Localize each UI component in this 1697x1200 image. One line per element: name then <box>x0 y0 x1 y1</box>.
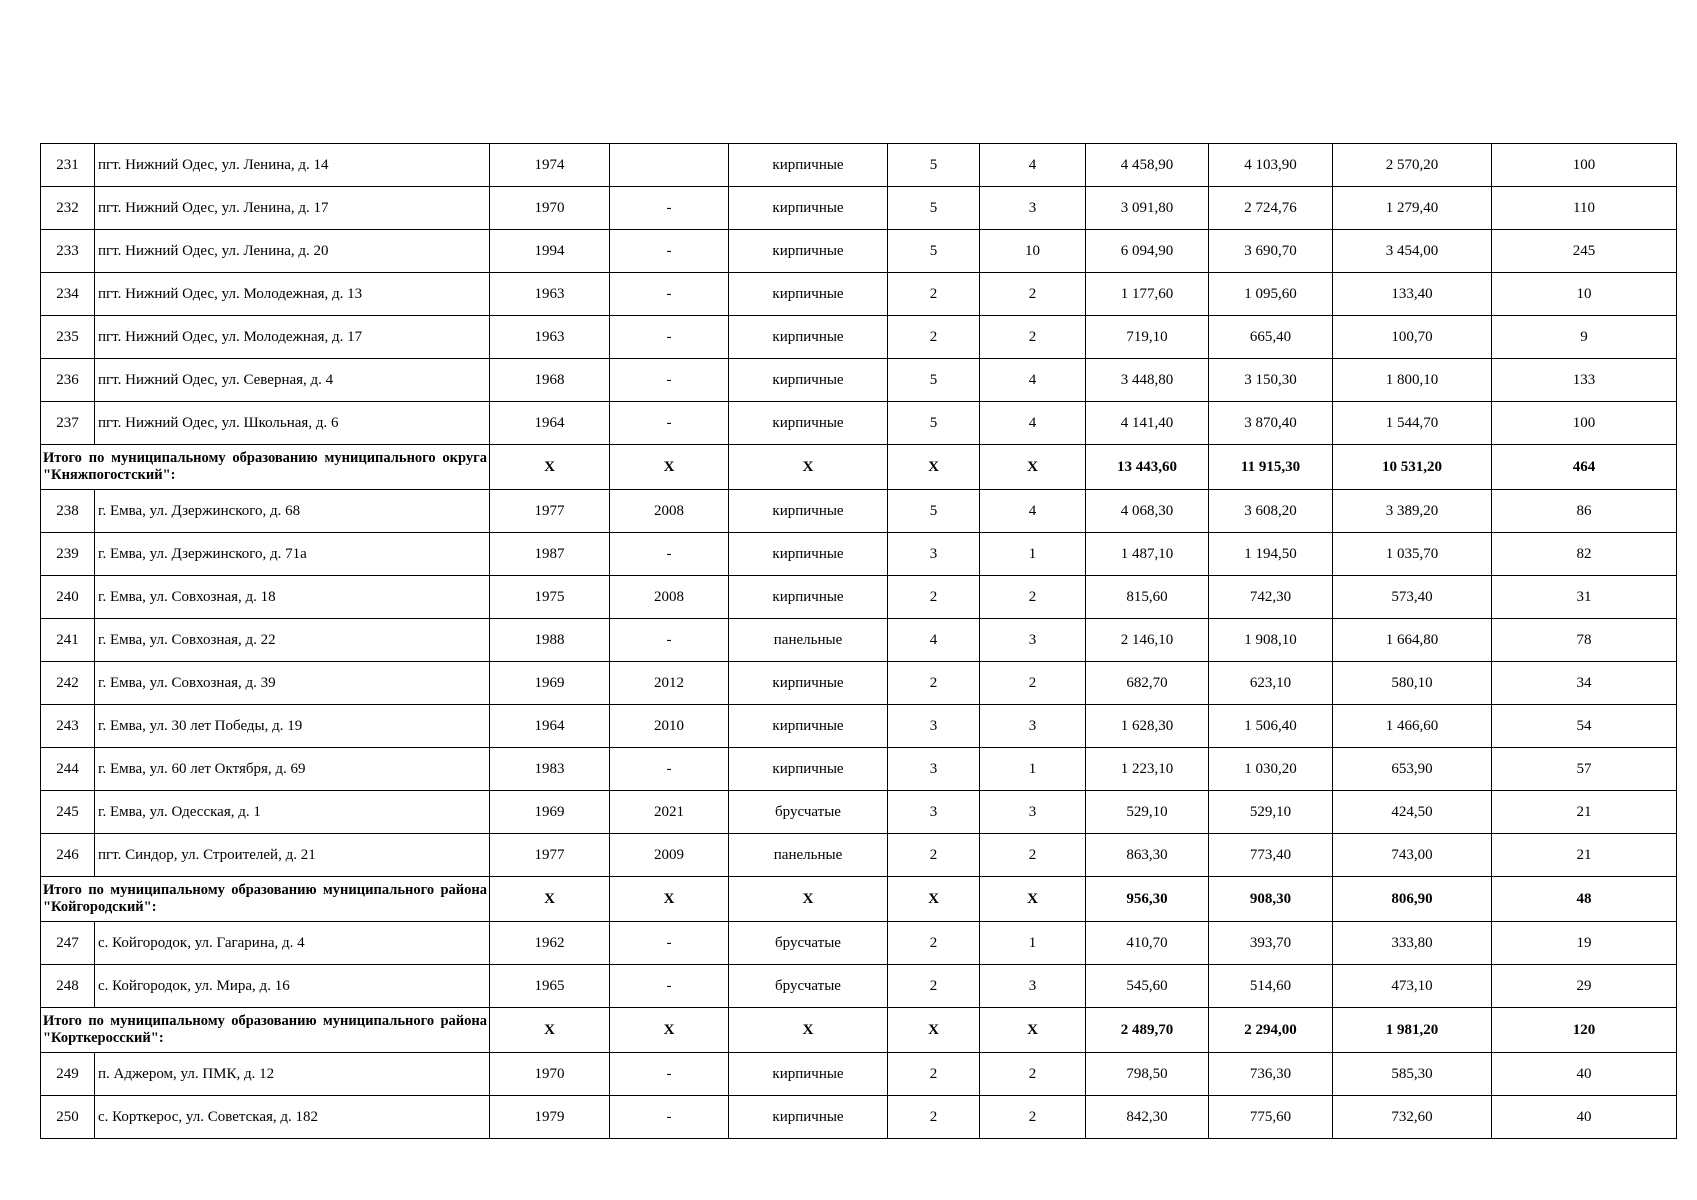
private-area-cell: 732,60 <box>1333 1096 1492 1139</box>
subtotal-label: Итого по муниципальному образованию муниципального района "Корткеросский": <box>41 1008 490 1053</box>
year-built-cell: 1994 <box>490 230 610 273</box>
total-area-cell: 4 141,40 <box>1086 402 1209 445</box>
floors-cell: 2 <box>888 662 980 705</box>
year-repair-cell: - <box>610 965 729 1008</box>
wall-material-cell: кирпичные <box>729 705 888 748</box>
wall-material-cell: кирпичные <box>729 316 888 359</box>
year-repair-cell: 2008 <box>610 490 729 533</box>
total-area-cell: 3 448,80 <box>1086 359 1209 402</box>
private-area-cell: 573,40 <box>1333 576 1492 619</box>
entrances-cell: X <box>980 1008 1086 1053</box>
year-repair-cell: X <box>610 445 729 490</box>
wall-material-cell: брусчатые <box>729 791 888 834</box>
entrances-cell: 2 <box>980 834 1086 877</box>
private-area-cell: 653,90 <box>1333 748 1492 791</box>
entrances-cell: 1 <box>980 533 1086 576</box>
private-area-cell: 1 035,70 <box>1333 533 1492 576</box>
year-repair-cell: - <box>610 402 729 445</box>
floors-cell: X <box>888 445 980 490</box>
wall-material-cell: панельные <box>729 834 888 877</box>
private-area-cell: 473,10 <box>1333 965 1492 1008</box>
row-number-cell: 248 <box>41 965 95 1008</box>
living-area-cell: 908,30 <box>1209 877 1333 922</box>
private-area-cell: 806,90 <box>1333 877 1492 922</box>
entrances-cell: X <box>980 877 1086 922</box>
residents-cell: 40 <box>1492 1053 1677 1096</box>
floors-cell: 4 <box>888 619 980 662</box>
row-number-cell: 231 <box>41 144 95 187</box>
wall-material-cell: X <box>729 877 888 922</box>
table-row <box>41 748 1677 791</box>
address-cell: г. Емва, ул. 60 лет Октября, д. 69 <box>95 748 490 791</box>
total-area-cell: 2 146,10 <box>1086 619 1209 662</box>
year-built-cell: 1964 <box>490 705 610 748</box>
wall-material-cell: кирпичные <box>729 533 888 576</box>
row-number-cell: 246 <box>41 834 95 877</box>
entrances-cell: 2 <box>980 316 1086 359</box>
floors-cell: 2 <box>888 273 980 316</box>
residents-cell: 31 <box>1492 576 1677 619</box>
entrances-cell: 4 <box>980 402 1086 445</box>
row-number-cell: 250 <box>41 1096 95 1139</box>
living-area-cell: 514,60 <box>1209 965 1333 1008</box>
living-area-cell: 775,60 <box>1209 1096 1333 1139</box>
address-cell: г. Емва, ул. Совхозная, д. 18 <box>95 576 490 619</box>
entrances-cell: 1 <box>980 922 1086 965</box>
row-number-cell: 232 <box>41 187 95 230</box>
address-cell: с. Койгородок, ул. Мира, д. 16 <box>95 965 490 1008</box>
total-area-cell: 682,70 <box>1086 662 1209 705</box>
table-row <box>41 922 1677 965</box>
residents-cell: 40 <box>1492 1096 1677 1139</box>
floors-cell: 2 <box>888 1053 980 1096</box>
floors-cell: 3 <box>888 533 980 576</box>
year-repair-cell: - <box>610 316 729 359</box>
floors-cell: 2 <box>888 316 980 359</box>
private-area-cell: 10 531,20 <box>1333 445 1492 490</box>
wall-material-cell: панельные <box>729 619 888 662</box>
total-area-cell: 1 628,30 <box>1086 705 1209 748</box>
table-row <box>41 230 1677 273</box>
residents-cell: 78 <box>1492 619 1677 662</box>
entrances-cell: 3 <box>980 619 1086 662</box>
private-area-cell: 1 544,70 <box>1333 402 1492 445</box>
floors-cell: 5 <box>888 187 980 230</box>
floors-cell: 5 <box>888 490 980 533</box>
living-area-cell: 1 506,40 <box>1209 705 1333 748</box>
entrances-cell: 2 <box>980 1096 1086 1139</box>
table-row <box>41 576 1677 619</box>
address-cell: г. Емва, ул. 30 лет Победы, д. 19 <box>95 705 490 748</box>
floors-cell: 2 <box>888 965 980 1008</box>
year-repair-cell <box>610 144 729 187</box>
entrances-cell: 2 <box>980 662 1086 705</box>
entrances-cell: 4 <box>980 490 1086 533</box>
address-cell: пгт. Нижний Одес, ул. Молодежная, д. 13 <box>95 273 490 316</box>
table-row <box>41 1053 1677 1096</box>
address-cell: пгт. Нижний Одес, ул. Молодежная, д. 17 <box>95 316 490 359</box>
floors-cell: 2 <box>888 922 980 965</box>
year-repair-cell: - <box>610 748 729 791</box>
address-cell: с. Койгородок, ул. Гагарина, д. 4 <box>95 922 490 965</box>
private-area-cell: 585,30 <box>1333 1053 1492 1096</box>
row-number-cell: 233 <box>41 230 95 273</box>
total-area-cell: 1 177,60 <box>1086 273 1209 316</box>
table-row <box>41 490 1677 533</box>
living-area-cell: 11 915,30 <box>1209 445 1333 490</box>
living-area-cell: 3 608,20 <box>1209 490 1333 533</box>
year-repair-cell: 2008 <box>610 576 729 619</box>
wall-material-cell: брусчатые <box>729 922 888 965</box>
total-area-cell: 2 489,70 <box>1086 1008 1209 1053</box>
entrances-cell: 3 <box>980 965 1086 1008</box>
entrances-cell: 3 <box>980 187 1086 230</box>
row-number-cell: 242 <box>41 662 95 705</box>
private-area-cell: 580,10 <box>1333 662 1492 705</box>
subtotal-row <box>41 445 1677 490</box>
year-repair-cell: - <box>610 1096 729 1139</box>
floors-cell: 3 <box>888 791 980 834</box>
year-built-cell: X <box>490 1008 610 1053</box>
private-area-cell: 3 389,20 <box>1333 490 1492 533</box>
residents-cell: 9 <box>1492 316 1677 359</box>
table-row <box>41 834 1677 877</box>
year-built-cell: 1988 <box>490 619 610 662</box>
entrances-cell: 2 <box>980 576 1086 619</box>
year-built-cell: 1977 <box>490 834 610 877</box>
address-cell: п. Аджером, ул. ПМК, д. 12 <box>95 1053 490 1096</box>
year-built-cell: 1987 <box>490 533 610 576</box>
floors-cell: 5 <box>888 402 980 445</box>
row-number-cell: 238 <box>41 490 95 533</box>
total-area-cell: 842,30 <box>1086 1096 1209 1139</box>
address-cell: г. Емва, ул. Одесская, д. 1 <box>95 791 490 834</box>
living-area-cell: 2 294,00 <box>1209 1008 1333 1053</box>
row-number-cell: 241 <box>41 619 95 662</box>
table-row <box>41 533 1677 576</box>
subtotal-row <box>41 877 1677 922</box>
living-area-cell: 736,30 <box>1209 1053 1333 1096</box>
floors-cell: X <box>888 1008 980 1053</box>
year-built-cell: 1962 <box>490 922 610 965</box>
table-row <box>41 705 1677 748</box>
total-area-cell: 863,30 <box>1086 834 1209 877</box>
total-area-cell: 1 223,10 <box>1086 748 1209 791</box>
living-area-cell: 1 095,60 <box>1209 273 1333 316</box>
year-built-cell: 1963 <box>490 316 610 359</box>
table-row <box>41 965 1677 1008</box>
table-row <box>41 316 1677 359</box>
entrances-cell: 4 <box>980 359 1086 402</box>
residents-cell: 29 <box>1492 965 1677 1008</box>
private-area-cell: 1 981,20 <box>1333 1008 1492 1053</box>
residents-cell: 120 <box>1492 1008 1677 1053</box>
private-area-cell: 3 454,00 <box>1333 230 1492 273</box>
year-repair-cell: - <box>610 359 729 402</box>
wall-material-cell: кирпичные <box>729 662 888 705</box>
floors-cell: 3 <box>888 705 980 748</box>
year-built-cell: 1968 <box>490 359 610 402</box>
address-cell: пгт. Нижний Одес, ул. Ленина, д. 17 <box>95 187 490 230</box>
total-area-cell: 4 458,90 <box>1086 144 1209 187</box>
year-repair-cell: X <box>610 1008 729 1053</box>
row-number-cell: 247 <box>41 922 95 965</box>
total-area-cell: 529,10 <box>1086 791 1209 834</box>
residents-cell: 100 <box>1492 144 1677 187</box>
wall-material-cell: кирпичные <box>729 490 888 533</box>
row-number-cell: 240 <box>41 576 95 619</box>
address-cell: г. Емва, ул. Совхозная, д. 39 <box>95 662 490 705</box>
residents-cell: 464 <box>1492 445 1677 490</box>
living-area-cell: 393,70 <box>1209 922 1333 965</box>
year-repair-cell: 2012 <box>610 662 729 705</box>
row-number-cell: 234 <box>41 273 95 316</box>
floors-cell: 2 <box>888 576 980 619</box>
total-area-cell: 410,70 <box>1086 922 1209 965</box>
address-cell: пгт. Нижний Одес, ул. Школьная, д. 6 <box>95 402 490 445</box>
address-cell: г. Емва, ул. Дзержинского, д. 71а <box>95 533 490 576</box>
floors-cell: 2 <box>888 1096 980 1139</box>
year-built-cell: 1983 <box>490 748 610 791</box>
wall-material-cell: кирпичные <box>729 1053 888 1096</box>
year-repair-cell: 2010 <box>610 705 729 748</box>
total-area-cell: 4 068,30 <box>1086 490 1209 533</box>
wall-material-cell: кирпичные <box>729 576 888 619</box>
table-body <box>41 144 1677 1139</box>
wall-material-cell: кирпичные <box>729 359 888 402</box>
living-area-cell: 742,30 <box>1209 576 1333 619</box>
residents-cell: 54 <box>1492 705 1677 748</box>
floors-cell: 5 <box>888 230 980 273</box>
living-area-cell: 1 194,50 <box>1209 533 1333 576</box>
residents-cell: 82 <box>1492 533 1677 576</box>
residents-cell: 34 <box>1492 662 1677 705</box>
floors-cell: 5 <box>888 144 980 187</box>
wall-material-cell: кирпичные <box>729 144 888 187</box>
table-row <box>41 791 1677 834</box>
year-built-cell: 1963 <box>490 273 610 316</box>
address-cell: пгт. Нижний Одес, ул. Ленина, д. 20 <box>95 230 490 273</box>
floors-cell: X <box>888 877 980 922</box>
residents-cell: 48 <box>1492 877 1677 922</box>
year-repair-cell: - <box>610 273 729 316</box>
entrances-cell: 2 <box>980 273 1086 316</box>
address-cell: пгт. Синдор, ул. Строителей, д. 21 <box>95 834 490 877</box>
residents-cell: 57 <box>1492 748 1677 791</box>
address-cell: пгт. Нижний Одес, ул. Северная, д. 4 <box>95 359 490 402</box>
living-area-cell: 4 103,90 <box>1209 144 1333 187</box>
table-row <box>41 619 1677 662</box>
wall-material-cell: кирпичные <box>729 1096 888 1139</box>
private-area-cell: 1 466,60 <box>1333 705 1492 748</box>
wall-material-cell: брусчатые <box>729 965 888 1008</box>
year-built-cell: 1979 <box>490 1096 610 1139</box>
private-area-cell: 2 570,20 <box>1333 144 1492 187</box>
total-area-cell: 545,60 <box>1086 965 1209 1008</box>
entrances-cell: X <box>980 445 1086 490</box>
year-built-cell: 1970 <box>490 1053 610 1096</box>
year-repair-cell: - <box>610 187 729 230</box>
entrances-cell: 10 <box>980 230 1086 273</box>
year-repair-cell: X <box>610 877 729 922</box>
entrances-cell: 4 <box>980 144 1086 187</box>
subtotal-row <box>41 1008 1677 1053</box>
floors-cell: 2 <box>888 834 980 877</box>
private-area-cell: 1 664,80 <box>1333 619 1492 662</box>
total-area-cell: 6 094,90 <box>1086 230 1209 273</box>
year-repair-cell: 2009 <box>610 834 729 877</box>
wall-material-cell: кирпичные <box>729 230 888 273</box>
year-built-cell: 1975 <box>490 576 610 619</box>
residents-cell: 110 <box>1492 187 1677 230</box>
address-cell: г. Емва, ул. Совхозная, д. 22 <box>95 619 490 662</box>
year-built-cell: 1974 <box>490 144 610 187</box>
row-number-cell: 239 <box>41 533 95 576</box>
year-repair-cell: - <box>610 533 729 576</box>
private-area-cell: 133,40 <box>1333 273 1492 316</box>
residents-cell: 10 <box>1492 273 1677 316</box>
living-area-cell: 3 150,30 <box>1209 359 1333 402</box>
wall-material-cell: кирпичные <box>729 273 888 316</box>
private-area-cell: 1 800,10 <box>1333 359 1492 402</box>
total-area-cell: 956,30 <box>1086 877 1209 922</box>
private-area-cell: 100,70 <box>1333 316 1492 359</box>
living-area-cell: 1 030,20 <box>1209 748 1333 791</box>
total-area-cell: 719,10 <box>1086 316 1209 359</box>
living-area-cell: 773,40 <box>1209 834 1333 877</box>
row-number-cell: 249 <box>41 1053 95 1096</box>
year-built-cell: X <box>490 877 610 922</box>
year-repair-cell: - <box>610 922 729 965</box>
entrances-cell: 2 <box>980 1053 1086 1096</box>
wall-material-cell: кирпичные <box>729 402 888 445</box>
wall-material-cell: X <box>729 445 888 490</box>
total-area-cell: 1 487,10 <box>1086 533 1209 576</box>
table-row <box>41 402 1677 445</box>
private-area-cell: 424,50 <box>1333 791 1492 834</box>
year-repair-cell: 2021 <box>610 791 729 834</box>
table-row <box>41 144 1677 187</box>
row-number-cell: 243 <box>41 705 95 748</box>
residents-cell: 100 <box>1492 402 1677 445</box>
entrances-cell: 3 <box>980 791 1086 834</box>
subtotal-label: Итого по муниципальному образованию муниципального района "Койгородский": <box>41 877 490 922</box>
residents-cell: 21 <box>1492 791 1677 834</box>
total-area-cell: 815,60 <box>1086 576 1209 619</box>
table-row <box>41 187 1677 230</box>
total-area-cell: 13 443,60 <box>1086 445 1209 490</box>
year-repair-cell: - <box>610 619 729 662</box>
year-built-cell: 1969 <box>490 662 610 705</box>
housing-register-table <box>40 143 1677 1139</box>
table-row <box>41 1096 1677 1139</box>
residents-cell: 86 <box>1492 490 1677 533</box>
private-area-cell: 333,80 <box>1333 922 1492 965</box>
private-area-cell: 743,00 <box>1333 834 1492 877</box>
entrances-cell: 1 <box>980 748 1086 791</box>
residents-cell: 245 <box>1492 230 1677 273</box>
living-area-cell: 529,10 <box>1209 791 1333 834</box>
living-area-cell: 3 870,40 <box>1209 402 1333 445</box>
total-area-cell: 798,50 <box>1086 1053 1209 1096</box>
row-number-cell: 236 <box>41 359 95 402</box>
private-area-cell: 1 279,40 <box>1333 187 1492 230</box>
row-number-cell: 245 <box>41 791 95 834</box>
wall-material-cell: кирпичные <box>729 748 888 791</box>
year-repair-cell: - <box>610 1053 729 1096</box>
subtotal-label: Итого по муниципальному образованию муниципального округа "Княжпогостский": <box>41 445 490 490</box>
living-area-cell: 665,40 <box>1209 316 1333 359</box>
living-area-cell: 1 908,10 <box>1209 619 1333 662</box>
row-number-cell: 237 <box>41 402 95 445</box>
living-area-cell: 2 724,76 <box>1209 187 1333 230</box>
address-cell: с. Корткерос, ул. Советская, д. 182 <box>95 1096 490 1139</box>
table-row <box>41 662 1677 705</box>
year-built-cell: 1969 <box>490 791 610 834</box>
living-area-cell: 623,10 <box>1209 662 1333 705</box>
wall-material-cell: X <box>729 1008 888 1053</box>
residents-cell: 19 <box>1492 922 1677 965</box>
year-built-cell: 1965 <box>490 965 610 1008</box>
address-cell: г. Емва, ул. Дзержинского, д. 68 <box>95 490 490 533</box>
living-area-cell: 3 690,70 <box>1209 230 1333 273</box>
address-cell: пгт. Нижний Одес, ул. Ленина, д. 14 <box>95 144 490 187</box>
year-repair-cell: - <box>610 230 729 273</box>
year-built-cell: 1964 <box>490 402 610 445</box>
row-number-cell: 235 <box>41 316 95 359</box>
entrances-cell: 3 <box>980 705 1086 748</box>
table-row <box>41 273 1677 316</box>
residents-cell: 21 <box>1492 834 1677 877</box>
total-area-cell: 3 091,80 <box>1086 187 1209 230</box>
floors-cell: 5 <box>888 359 980 402</box>
year-built-cell: 1977 <box>490 490 610 533</box>
wall-material-cell: кирпичные <box>729 187 888 230</box>
floors-cell: 3 <box>888 748 980 791</box>
row-number-cell: 244 <box>41 748 95 791</box>
year-built-cell: X <box>490 445 610 490</box>
year-built-cell: 1970 <box>490 187 610 230</box>
residents-cell: 133 <box>1492 359 1677 402</box>
table-row <box>41 359 1677 402</box>
